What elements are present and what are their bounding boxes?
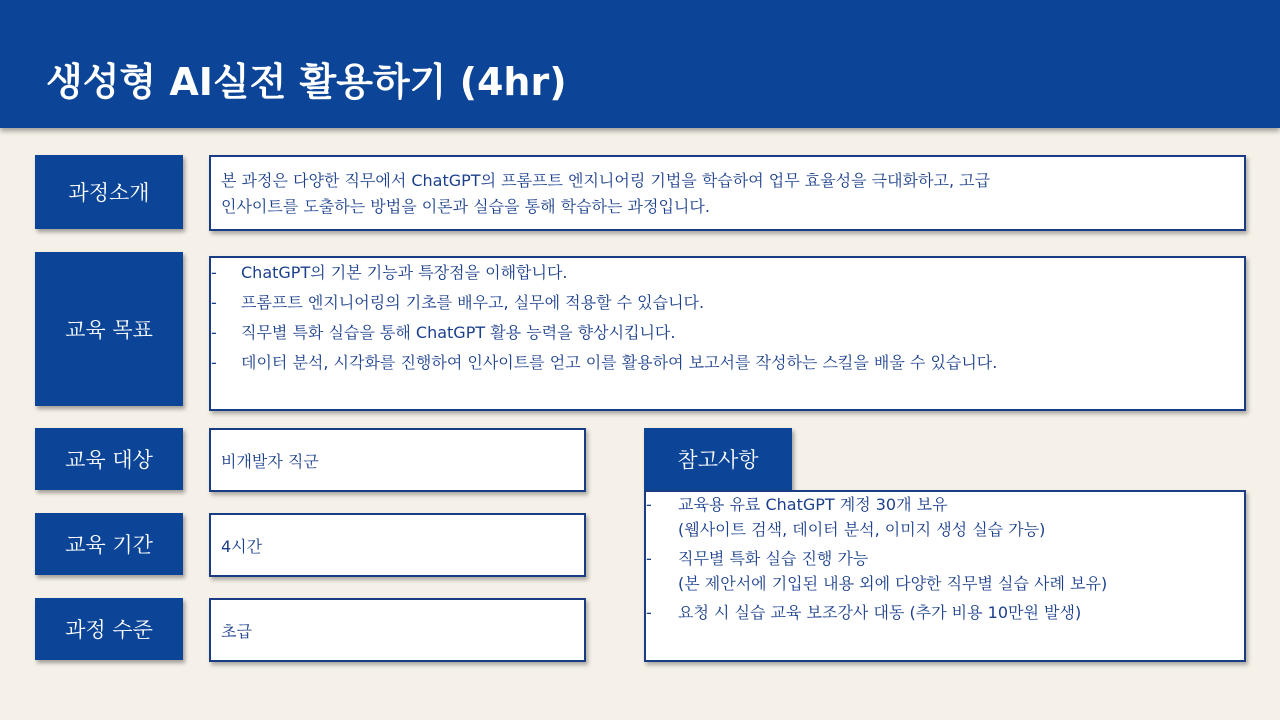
note-main: 직무별 특화 실습 진행 가능 <box>678 549 869 568</box>
note-main: 교육용 유료 ChatGPT 계정 30개 보유 <box>678 495 948 514</box>
target-value: 비개발자 직군 <box>221 452 319 471</box>
page-title: 생성형 AI실전 활용하기 (4hr) <box>46 60 567 104</box>
intro-line: 인사이트를 도출하는 방법을 이론과 실습을 통해 학습하는 과정입니다. <box>221 197 710 216</box>
goal-text: ChatGPT의 기본 기능과 특장점을 이해합니다. <box>241 263 568 282</box>
header-bar <box>0 0 1280 128</box>
intro-label: 과정소개 <box>35 155 183 229</box>
bullet-dash: - <box>646 495 652 514</box>
bullet-dash: - <box>646 549 652 568</box>
duration-label: 교육 기간 <box>35 513 183 575</box>
bullet-dash: - <box>211 293 217 312</box>
note-item <box>646 546 1244 596</box>
intro-box <box>209 155 1246 231</box>
goal-text: 프롬프트 엔지니어링의 기초를 배우고, 실무에 적용할 수 있습니다. <box>241 293 705 312</box>
intro-line: 본 과정은 다양한 직무에서 ChatGPT의 프롬프트 엔지니어링 기법을 학습하여 업무 효율성을 극대화하고, 고급 <box>221 171 991 190</box>
bullet-dash: - <box>211 323 217 342</box>
bullet-dash: - <box>211 353 217 372</box>
duration-value: 4시간 <box>221 537 263 556</box>
duration-box <box>209 513 586 577</box>
note-item <box>646 600 1244 625</box>
goal-item <box>211 318 1244 348</box>
goal-item <box>211 348 1244 378</box>
note-sub: (본 제안서에 기입된 내용 외에 다양한 직무별 실습 사례 보유) <box>678 574 1108 593</box>
level-box <box>209 598 586 662</box>
notes-list <box>646 492 1244 625</box>
goals-label: 교육 목표 <box>35 252 183 406</box>
level-value: 초급 <box>221 622 252 641</box>
goal-text: 데이터 분석, 시각화를 진행하여 인사이트를 얻고 이를 활용하여 보고서를 작성하는 스킬을 배울 수 있습니다. <box>241 353 998 372</box>
target-label: 교육 대상 <box>35 428 183 490</box>
notes-box <box>644 490 1246 662</box>
note-item <box>646 492 1244 542</box>
note-main: 요청 시 실습 교육 보조강사 대동 (추가 비용 10만원 발생) <box>678 603 1082 622</box>
goals-box <box>209 256 1246 411</box>
target-box <box>209 428 586 492</box>
bullet-dash: - <box>646 603 652 622</box>
goals-list <box>211 258 1244 378</box>
intro-text <box>211 157 1244 220</box>
goal-item <box>211 258 1244 288</box>
bullet-dash: - <box>211 263 217 282</box>
note-sub: (웹사이트 검색, 데이터 분석, 이미지 생성 실습 가능) <box>678 520 1046 539</box>
goal-text: 직무별 특화 실습을 통해 ChatGPT 활용 능력을 향상시킵니다. <box>241 323 676 342</box>
level-label: 과정 수준 <box>35 598 183 660</box>
goal-item <box>211 288 1244 318</box>
notes-label: 참고사항 <box>644 428 792 490</box>
